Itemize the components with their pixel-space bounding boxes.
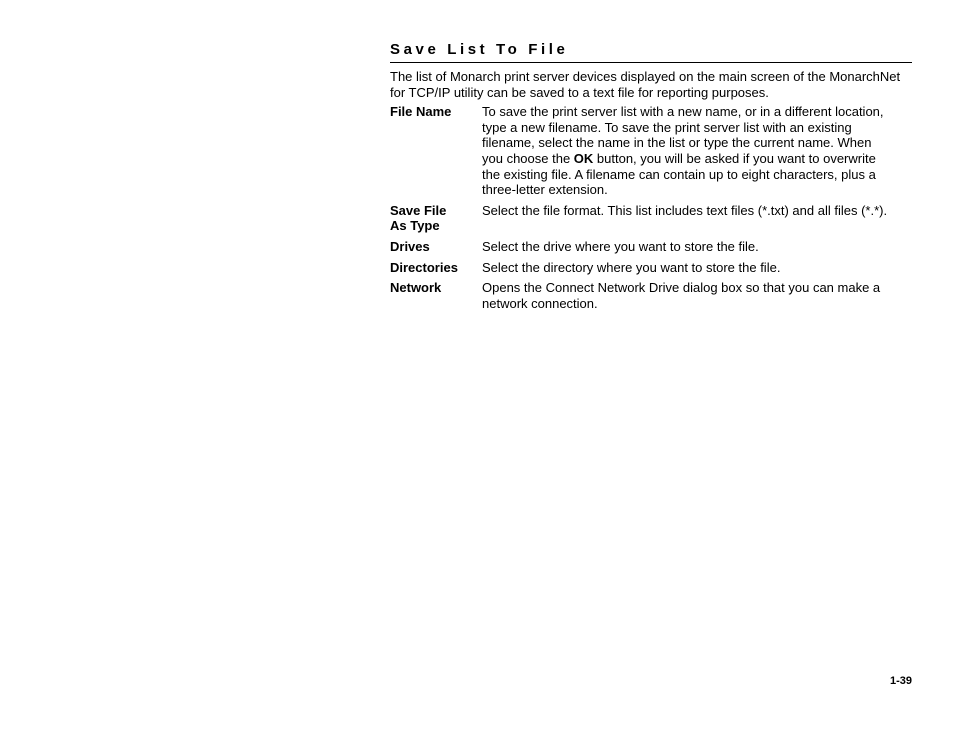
definition-description: Opens the Connect Network Drive dialog box so that you can make a network connection. (482, 280, 881, 311)
description-text: button, you will be asked if you want to overwrite the existing file. A filename can contain up to eight characters, plus a three-letter extension. (482, 150, 876, 198)
page-number: 1-39 (889, 675, 912, 687)
description-text: To save the print server list with a new name, or in a different location, type a new filename. To save the print server list with an existing filename, select the name in the list or type the current name. When you choose the (482, 104, 884, 166)
definition-term-line: As Type (390, 218, 440, 234)
definition-term-line: Save File (390, 202, 447, 218)
definition-term: Drives (390, 238, 430, 254)
definition-list (390, 104, 912, 311)
definition-term: File Name (390, 104, 452, 120)
definition-description: Select the file format. This list includes text files (*.txt) and all files (*.*). (482, 202, 888, 218)
definition-description: Select the directory where you want to store the file. (482, 259, 781, 275)
definition-term: Network (390, 280, 442, 296)
definition-network (390, 280, 912, 311)
definition-file-name (390, 104, 912, 198)
intro-paragraph: The list of Monarch print server devices displayed on the main screen of the MonarchNet for TCP/IP utility can be saved to a text file for reporting purposes. (390, 69, 901, 100)
document-section (390, 41, 912, 316)
definition-save-file-as-type (390, 203, 912, 234)
definition-description (482, 104, 912, 198)
ok-emphasis: OK (573, 150, 594, 166)
section-title: Save List To File (390, 41, 569, 58)
definition-term: Directories (390, 259, 458, 275)
definition-term (390, 203, 482, 234)
title-rule (390, 62, 912, 63)
definition-description: Select the drive where you want to store the file. (482, 238, 759, 254)
definition-directories (390, 260, 912, 276)
definition-drives (390, 239, 912, 255)
